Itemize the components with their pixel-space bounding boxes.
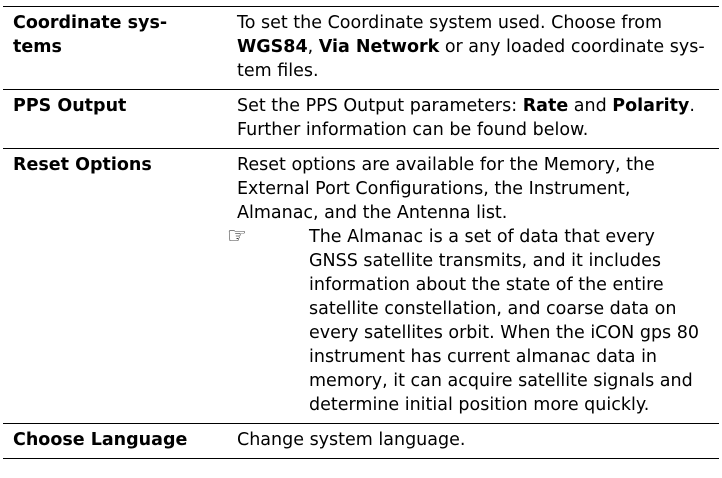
table-row [3,149,719,424]
desc-bold: Polarity [612,96,690,116]
desc-bold: Via Network [318,37,440,57]
term-reset-options: Reset Options [13,155,152,175]
desc-reset-options [227,149,719,424]
desc-bold: WGS84 [237,37,308,57]
term-line-1: Coordinate sys- [13,13,168,33]
table-row [3,424,719,459]
desc-bold: Rate [522,96,569,116]
desc-coordinate-systems [227,7,719,90]
desc-choose-language [227,424,719,459]
note-text: The Almanac is a set of data that every GNSS satellite transmits, and it includes information about the state of the entire satellite constellation, and coarse data on every satellites orbit. When the iCON gps 80 instrument has current almanac data in memory, it can acquire satellite signals and determine initial position more quickly. [309,227,699,415]
desc-text: Set the PPS Output parameters: [237,96,523,116]
desc-text: Reset options are available for the Memory, the External Port Configurations, the Instrument, Almanac, and the Antenna list. [237,155,655,223]
desc-text: To set the Coordinate system used. Choose from [237,13,663,33]
pointing-hand-icon: ☞ [227,224,247,249]
term-coordinate-systems [3,7,227,90]
table-row [3,90,719,149]
desc-text: . Further information can be found below. [237,96,695,140]
note-block [227,224,707,417]
desc-text: Change system language. [237,430,466,450]
term-choose-language: Choose Language [13,430,188,450]
term-pps-output: PPS Output [13,96,127,116]
desc-text: , [307,37,319,57]
desc-pps-output [227,90,719,149]
table-row [3,7,719,90]
definitions-table [3,6,719,459]
desc-text: or any loaded coordinate sys-tem files. [237,37,705,81]
desc-text: and [568,96,613,116]
term-line-2: tems [13,37,62,57]
